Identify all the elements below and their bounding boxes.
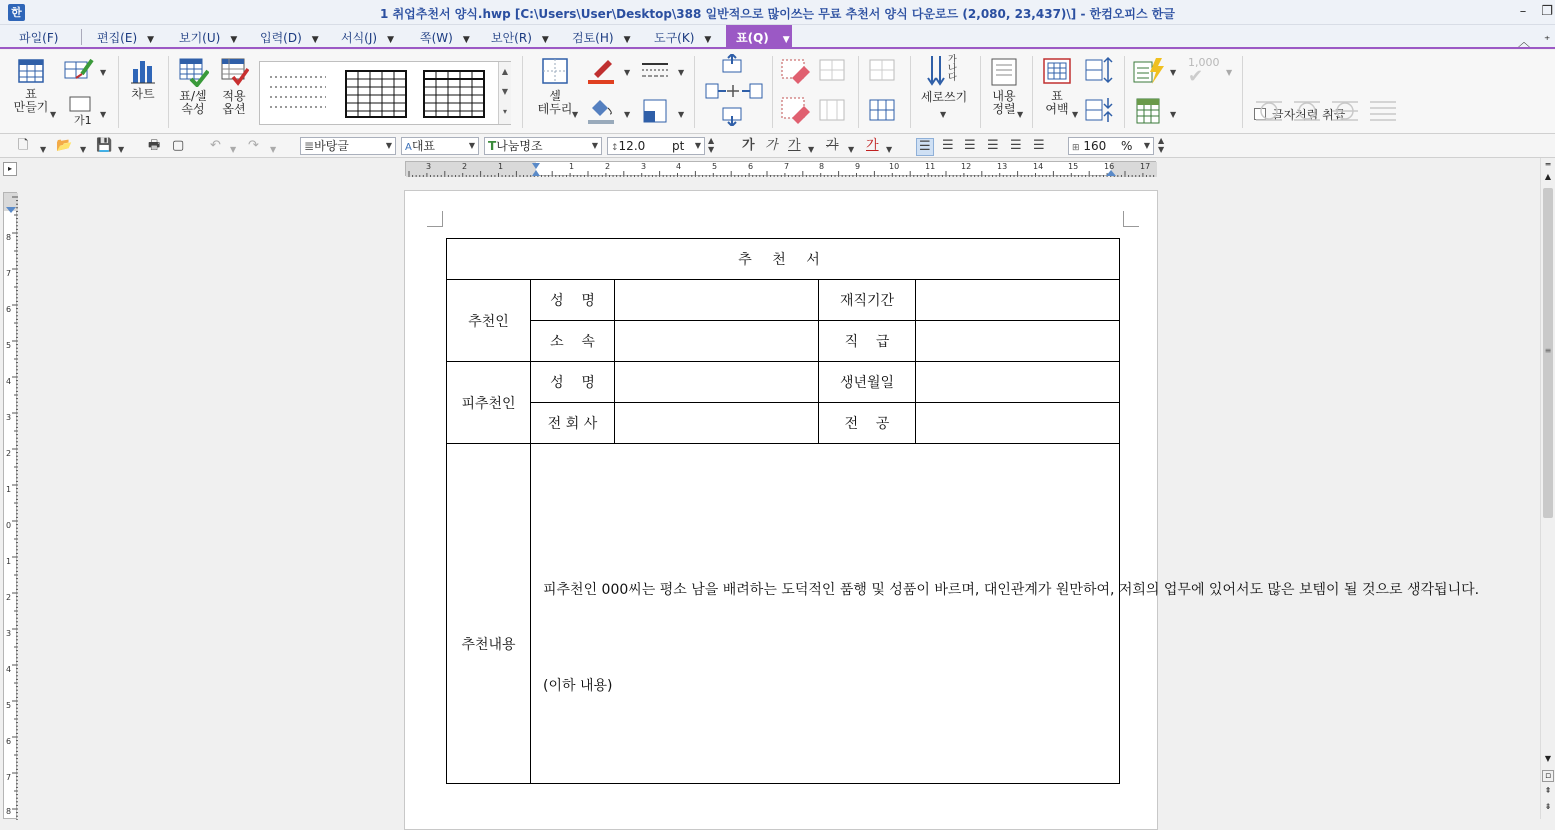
recommendee-header[interactable]: 피추천인: [447, 362, 531, 444]
table-make-button[interactable]: [8, 57, 54, 114]
restore-button[interactable]: ❐: [1541, 4, 1553, 19]
page-view-icon[interactable]: ▫: [1542, 770, 1554, 782]
new-doc-dropdown[interactable]: ▼: [40, 145, 47, 154]
ruler-num: 5: [712, 162, 718, 171]
row-height-reduce-icon[interactable]: [1084, 96, 1114, 126]
ruler-num: 8: [819, 162, 825, 171]
ruler-num: 4: [6, 377, 12, 386]
menu-tools[interactable]: 도구(K) ▼: [654, 31, 712, 45]
zoom-spinner[interactable]: ▲ ▼: [1158, 136, 1165, 154]
caption-button[interactable]: [60, 94, 100, 127]
undo-dropdown[interactable]: ▼: [230, 145, 237, 154]
cell-shade-icon[interactable]: [642, 98, 668, 124]
ruler-num: 6: [748, 162, 754, 171]
recommender-header[interactable]: 추천인: [447, 280, 531, 362]
treat-as-char-label: 글자처럼 취급: [1272, 108, 1346, 122]
ribbon-toolbar: [0, 50, 1555, 134]
font-size-input[interactable]: ↕12.0 pt ▼: [607, 137, 705, 155]
split-handle[interactable]: ═: [1545, 160, 1551, 169]
menu-edit[interactable]: 편집(E) ▼: [97, 31, 155, 45]
table-style-grid[interactable]: [344, 69, 408, 119]
ruler-num: 3: [426, 162, 432, 171]
caption-sample: 가1: [74, 114, 92, 127]
ribbon-divider: [168, 56, 169, 128]
table-pen-icon: [62, 56, 94, 82]
print-icon[interactable]: 🖶: [148, 138, 161, 153]
formula-lightning-icon[interactable]: [1132, 56, 1166, 86]
tenure-label[interactable]: 재직기간: [819, 280, 916, 321]
zoom-input[interactable]: ⊞ 160 % ▼: [1068, 137, 1154, 155]
vertical-text-sample: 가 나 다: [948, 55, 957, 83]
chart-button[interactable]: [124, 57, 162, 101]
ribbon-divider: [522, 56, 523, 128]
page-corner-mark: [427, 211, 443, 227]
ruler-num: 1: [6, 557, 12, 566]
draw-table-dropdown[interactable]: ▼: [100, 68, 107, 77]
content-header[interactable]: 추천내용: [447, 444, 531, 784]
position-cell[interactable]: [916, 321, 1120, 362]
options-check-icon: [219, 57, 249, 87]
menu-divider: [81, 29, 82, 45]
ribbon-divider: [1032, 56, 1033, 128]
calc-sheet-dropdown[interactable]: ▼: [1170, 110, 1177, 119]
major-label[interactable]: 전 공: [819, 403, 916, 444]
ribbon-divider: [980, 56, 981, 128]
ruler-num: 7: [6, 269, 12, 278]
border-color-dropdown[interactable]: ▼: [624, 68, 631, 77]
menu-bar: [0, 25, 1555, 49]
table-margin-label: 표 여백: [1045, 89, 1069, 116]
vruler-ticks: [4, 193, 18, 820]
ribbon-divider: [772, 56, 773, 128]
apply-options-button[interactable]: [215, 57, 253, 116]
prev-company-label[interactable]: 전 회 사: [531, 403, 615, 444]
align-right-button[interactable]: ☰: [987, 138, 999, 153]
menu-table[interactable]: 표(Q) ▼: [726, 25, 792, 49]
vertical-text-dropdown[interactable]: ▼: [940, 110, 947, 119]
recommendee-name-cell[interactable]: [615, 362, 819, 403]
align-justify-button[interactable]: ☰: [916, 138, 934, 156]
ruler-num: 13: [997, 162, 1008, 171]
ruler-num: 17: [1140, 162, 1151, 171]
number-format-button[interactable]: 1,000 ✔: [1188, 56, 1220, 87]
bold-button[interactable]: 가: [742, 138, 755, 153]
border-line-dropdown[interactable]: ▼: [678, 68, 685, 77]
cell-border-label: 셀 테두리: [537, 89, 573, 116]
ruler-num: 1: [498, 162, 504, 171]
gallery-scroll[interactable]: ▲ ▼ ▾: [498, 62, 511, 124]
merge-cells-icon[interactable]: [818, 58, 848, 84]
scroll-down-arrow[interactable]: ▼: [1544, 754, 1552, 763]
ruler-num: 2: [605, 162, 611, 171]
cell-border-button[interactable]: [532, 57, 578, 116]
vertical-text-icon: [924, 54, 964, 88]
cell-height-same-icon[interactable]: [868, 58, 898, 84]
ruler-num: 1: [569, 162, 575, 171]
horizontal-ruler[interactable]: [405, 161, 1156, 176]
ruler-num: 9: [855, 162, 861, 171]
redo-icon[interactable]: ↷: [248, 138, 259, 153]
tab-type-selector[interactable]: ▸: [3, 162, 17, 176]
table-style-grid-bold[interactable]: [422, 69, 486, 119]
menu-format[interactable]: 서식(J) ▼: [341, 31, 395, 45]
ruler-num: 7: [784, 162, 790, 171]
tenure-cell[interactable]: [916, 280, 1120, 321]
number-format-dropdown[interactable]: ▼: [1226, 68, 1233, 77]
menu-security[interactable]: 보안(R) ▼: [491, 31, 549, 45]
table-margin-dropdown[interactable]: ▼: [1072, 110, 1079, 119]
table-cell-props-button[interactable]: [173, 57, 213, 116]
align-center-button[interactable]: ☰: [964, 138, 976, 153]
ruler-num: 3: [6, 629, 12, 638]
ruler-num: 8: [6, 233, 12, 242]
ruler-num: 16: [1104, 162, 1115, 171]
ruler-num: 14: [1033, 162, 1044, 171]
table-make-dropdown[interactable]: ▼: [50, 110, 57, 119]
recommendation-content-cell[interactable]: [531, 444, 1480, 784]
affiliation-label[interactable]: 소 속: [531, 321, 615, 362]
major-cell[interactable]: [916, 403, 1120, 444]
ruler-num: 0: [6, 521, 12, 530]
prev-page-icon[interactable]: ⇞: [1544, 786, 1552, 795]
vertical-text-label: 세로쓰기: [920, 90, 968, 104]
ribbon-divider: [694, 56, 695, 128]
print-preview-icon[interactable]: ▢: [172, 138, 185, 153]
align-distribute-button[interactable]: ☰: [1010, 138, 1022, 153]
ruler-num: 2: [6, 593, 12, 602]
font-select[interactable]: T나눔명조 ▼: [484, 137, 602, 155]
delete-column-eraser-icon[interactable]: [780, 96, 812, 126]
birthdate-label[interactable]: 생년월일: [819, 362, 916, 403]
menu-view[interactable]: 보기(U) ▼: [179, 31, 238, 45]
menu-file[interactable]: 파일(F): [19, 31, 59, 45]
ribbon-divider: [1242, 56, 1243, 128]
chart-label: 차트: [131, 87, 155, 101]
menu-page[interactable]: 쪽(W) ▼: [420, 31, 470, 45]
split-cells-icon[interactable]: [818, 98, 848, 124]
vertical-ruler[interactable]: [3, 192, 17, 819]
ribbon-collapse-icon[interactable]: ︿: [1518, 35, 1531, 49]
content-align-button[interactable]: [986, 57, 1022, 116]
vertical-text-button[interactable]: [916, 54, 972, 104]
row-height-adjust-icon[interactable]: [1084, 56, 1114, 86]
open-folder-icon[interactable]: 📂: [56, 138, 73, 153]
recommendation-more: (이하 내용): [543, 677, 613, 694]
cell-border-icon: [540, 57, 570, 87]
ruler-num: 8: [6, 807, 12, 816]
cell-width-same-icon[interactable]: [868, 98, 898, 124]
recommendation-form-table[interactable]: [446, 238, 1480, 784]
cell-shade-dropdown[interactable]: ▼: [678, 110, 685, 119]
caption-box-icon: [67, 94, 93, 116]
menu-review[interactable]: 검토(H) ▼: [572, 31, 631, 45]
ruler-num: 7: [6, 773, 12, 782]
ruler-num: 4: [6, 665, 12, 674]
expand-icon[interactable]: ⁺: [1544, 33, 1551, 47]
ruler-num: 6: [6, 737, 12, 746]
format-toolbar: [0, 134, 1555, 158]
ruler-num: 2: [6, 449, 12, 458]
ribbon-divider: [910, 56, 911, 128]
ruler-num: 1: [6, 485, 12, 494]
border-line-style-icon[interactable]: [640, 58, 670, 84]
ruler-num: 10: [889, 162, 900, 171]
apply-options-label: 적용 옵션: [222, 89, 246, 116]
page-corner-mark: [1123, 211, 1139, 227]
ribbon-divider: [118, 56, 119, 128]
ruler-num: 3: [6, 413, 12, 422]
title-bar: [0, 0, 1555, 25]
strikethrough-button[interactable]: 가: [826, 138, 839, 153]
font-color-button[interactable]: 가: [866, 138, 879, 153]
ruler-num: 5: [6, 341, 12, 350]
vertical-scrollbar[interactable]: [1540, 158, 1555, 819]
table-check-icon: [177, 57, 209, 87]
insert-row-below-icon[interactable]: [720, 106, 746, 126]
new-document-icon[interactable]: 🗋: [18, 138, 29, 153]
undo-icon[interactable]: ↶: [210, 138, 221, 153]
cell-border-dropdown[interactable]: ▼: [572, 110, 579, 119]
underline-dropdown[interactable]: ▼: [808, 145, 815, 154]
recommender-name-cell[interactable]: [615, 280, 819, 321]
caption-dropdown[interactable]: ▼: [100, 110, 107, 119]
style-select[interactable]: ≣바탕글 ▼: [300, 137, 396, 155]
align-divide-button[interactable]: ☰: [1033, 138, 1045, 153]
recommendee-name-label[interactable]: 성 명: [531, 362, 615, 403]
bar-chart-icon: [129, 57, 157, 85]
prev-company-cell[interactable]: [615, 403, 819, 444]
minimize-button[interactable]: –: [1519, 4, 1527, 19]
border-color-pen-icon[interactable]: [586, 56, 618, 86]
save-icon[interactable]: 💾: [96, 138, 113, 153]
ruler-num: 12: [961, 162, 972, 171]
ruler-num: 6: [6, 305, 12, 314]
scroll-up-arrow[interactable]: ▲: [1544, 172, 1552, 181]
italic-button[interactable]: 가: [765, 138, 778, 153]
align-left-button[interactable]: ☰: [942, 138, 954, 153]
ruler-num: 11: [925, 162, 936, 171]
open-dropdown[interactable]: ▼: [80, 145, 87, 154]
window-title: 1 취업추천서 양식.hwp [C:\Users\User\Desktop\388 일반적으로 많이쓰는 무료 추천서 양식 다운로드 (2,080, 23,437)\] - 한컴오피스 한글: [380, 7, 1175, 21]
ruler-num: 5: [6, 701, 12, 710]
strikethrough-dropdown[interactable]: ▼: [848, 145, 855, 154]
table-margin-button[interactable]: [1038, 57, 1076, 116]
table-make-label: 표 만들기: [13, 87, 49, 114]
language-select[interactable]: A대표 ▼: [401, 137, 479, 155]
font-size-spinner[interactable]: ▲ ▼: [708, 136, 715, 154]
underline-button[interactable]: 가: [788, 138, 801, 153]
redo-dropdown[interactable]: ▼: [270, 145, 277, 154]
table-cell-props-label: 표/셀 속성: [179, 89, 207, 116]
form-title[interactable]: 추 천 서: [447, 239, 1120, 280]
document-page[interactable]: [404, 190, 1480, 830]
save-dropdown[interactable]: ▼: [118, 145, 125, 154]
ruler-ticks: [406, 162, 1157, 177]
menu-input[interactable]: 입력(D) ▼: [260, 31, 319, 45]
table-margin-icon: [1042, 57, 1072, 87]
cell-fill-bucket-icon[interactable]: [586, 96, 618, 126]
delete-row-eraser-icon[interactable]: [780, 56, 812, 86]
insert-column-icons[interactable]: [704, 80, 764, 104]
content-align-icon: [990, 57, 1018, 87]
draw-table-button[interactable]: [60, 56, 96, 85]
scroll-thumb[interactable]: ≡: [1543, 188, 1553, 518]
table-style-dashed[interactable]: [266, 69, 330, 119]
calc-sheet-icon[interactable]: [1134, 96, 1164, 126]
table-grid-icon: [17, 57, 45, 85]
font-color-dropdown[interactable]: ▼: [886, 145, 893, 154]
ribbon-divider: [858, 56, 859, 128]
ruler-num: 15: [1068, 162, 1079, 171]
cell-fill-dropdown[interactable]: ▼: [624, 110, 631, 119]
insert-row-above-icon[interactable]: [720, 54, 746, 74]
hwp-app-icon[interactable]: 한: [8, 4, 25, 21]
recommender-name-label[interactable]: 성 명: [531, 280, 615, 321]
birthdate-cell[interactable]: [916, 362, 1120, 403]
affiliation-cell[interactable]: [615, 321, 819, 362]
recommendation-body: 피추천인 000씨는 평소 남을 배려하는 도덕적인 품행 및 성품이 바르며, 대인관계가 원만하여, 저희의 업무에 있어서도 많은 보템이 될 것으로 생각됩니다.: [543, 581, 1480, 598]
ruler-num: 2: [462, 162, 468, 171]
content-align-label: 내용 정렬: [992, 89, 1016, 116]
ruler-num: 3: [641, 162, 647, 171]
position-label[interactable]: 직 급: [819, 321, 916, 362]
ruler-num: 4: [676, 162, 682, 171]
content-align-dropdown[interactable]: ▼: [1017, 110, 1024, 119]
text-wrap-icons[interactable]: [1254, 98, 1404, 126]
formula-dropdown[interactable]: ▼: [1170, 68, 1177, 77]
table-style-gallery[interactable]: [259, 61, 511, 125]
next-page-icon[interactable]: ⇟: [1544, 802, 1552, 811]
ribbon-divider: [1124, 56, 1125, 128]
